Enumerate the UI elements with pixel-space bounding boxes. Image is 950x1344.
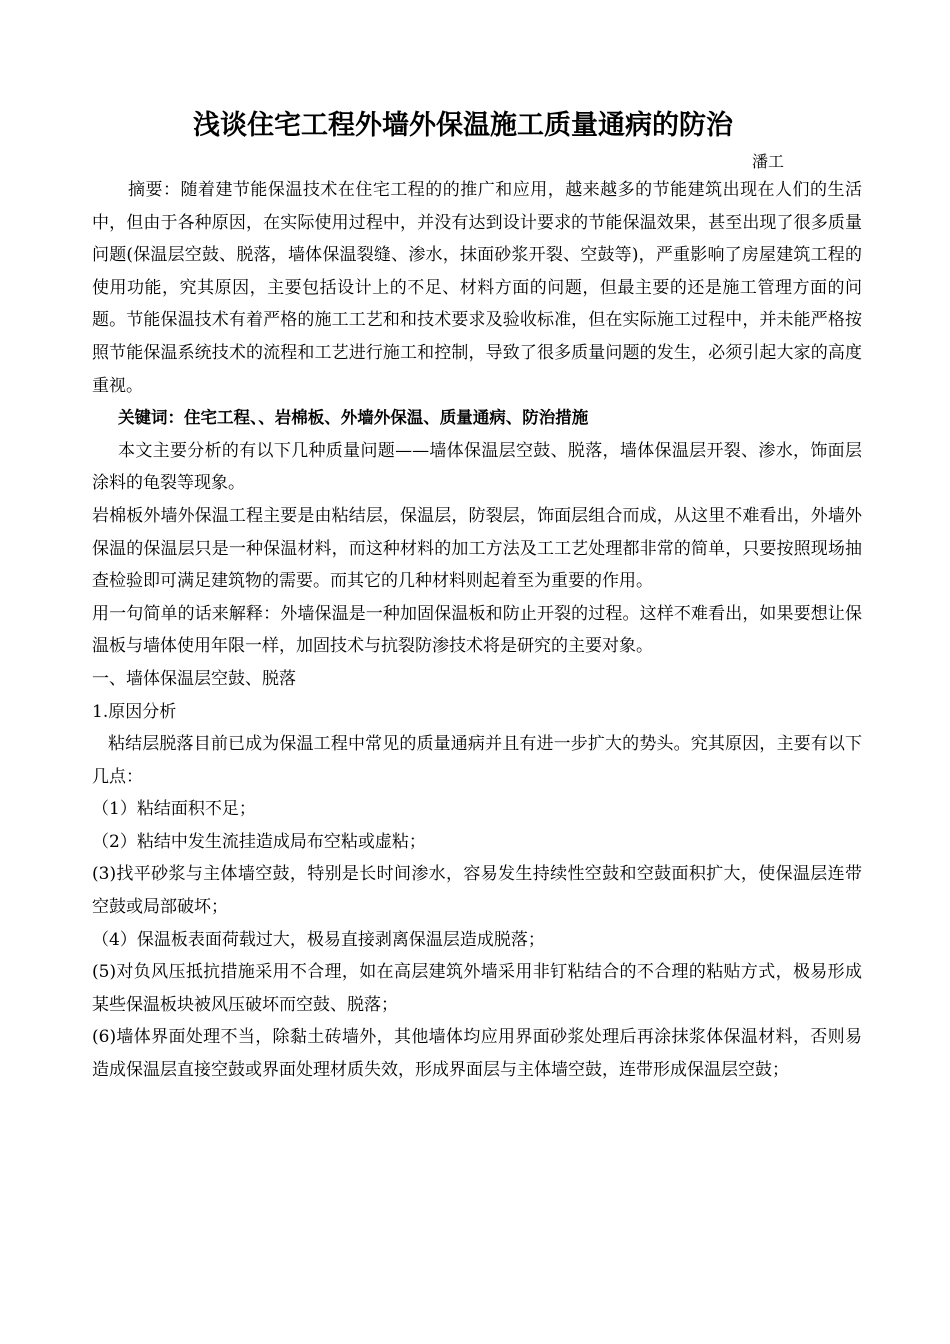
cause-intro-paragraph: 粘结层脱落目前已成为保温工程中常见的质量通病并且有进一步扩大的势头。究其原因，主要有以下几点： [92,734,862,787]
document-body [92,174,862,1087]
list-item: (3)找平砂浆与主体墙空鼓，特别是长时间渗水，容易发生持续性空鼓和空鼓面积扩大，使保温层连带空鼓或局部破坏； [92,864,862,918]
list-item: （4）保温板表面荷载过大，极易直接剥离保温层造成脱落； [92,929,545,950]
summary-paragraph: 用一句简单的话来解释：外墙保温是一种加固保温板和防止开裂的过程。这样不难看出，如果要想让保温板与墙体使用年限一样，加固技术与抗裂防渗技术将是研究的主要对象。 [92,603,862,657]
subsection-heading: 1.原因分析 [92,701,177,722]
intro-paragraph: 本文主要分析的有以下几种质量问题——墙体保温层空鼓、脱落，墙体保温层开裂、渗水，饰面层涂料的龟裂等现象。 [92,440,862,494]
list-item: (5)对负风压抵抗措施采用不合理，如在高层建筑外墙采用非钉粘结合的不合理的粘贴方式，极易形成某些保温板块被风压破坏而空鼓、脱落； [92,962,862,1015]
structure-paragraph: 岩棉板外墙外保温工程主要是由粘结层，保温层，防裂层，饰面层组合而成，从这里不难看出，外墙外保温的保温层只是一种保温材料，而这种材料的加工方法及工工艺处理都非常的简单，只要按照现场抽查检验即可满足建筑物的需要。而其它的几种材料则起着至为重要的作用。 [92,505,862,592]
list-item: （1）粘结面积不足； [92,799,256,820]
keywords-line: 关键词：住宅工程、、岩棉板、外墙外保温、质量通病、防治措施 [118,408,589,428]
abstract-paragraph: 摘要：随着建节能保温技术在住宅工程的的推广和应用，越来越多的节能建筑出现在人们的生活中，但由于各种原因，在实际使用过程中，并没有达到设计要求的节能保温效果，甚至出现了很多质量问题(保温层空鼓、脱落，墙体保温裂缝、渗水，抹面砂浆开裂、空鼓等)，严重影响了房屋建筑工程的使用功能，究其原因，主要包括设计上的不足、材料方面的问题，但最主要的还是施工管理方面的问题。节能保温技术有着严格的施工工艺和和技术要求及验收标准，但在实际施工过程中，并未能严格按照节能保温系统技术的流程和工艺进行施工和控制，导致了很多质量问题的发生，必须引起大家的高度重视。 [92,180,862,396]
page-title: 浅谈住宅工程外墙外保温施工质量通病的防治 [193,110,733,141]
author-name: 潘工 [752,152,785,171]
list-item: （2）粘结中发生流挂造成局布空粘或虚粘； [92,831,426,852]
section-heading: 一、墙体保温层空鼓、脱落 [92,668,296,689]
list-item: (6)墙体界面处理不当，除黏土砖墙外，其他墙体均应用界面砂浆处理后再涂抹浆体保温材料，否则易造成保温层直接空鼓或界面处理材质失效，形成界面层与主体墙空鼓，连带形成保温层空鼓； [92,1027,862,1081]
